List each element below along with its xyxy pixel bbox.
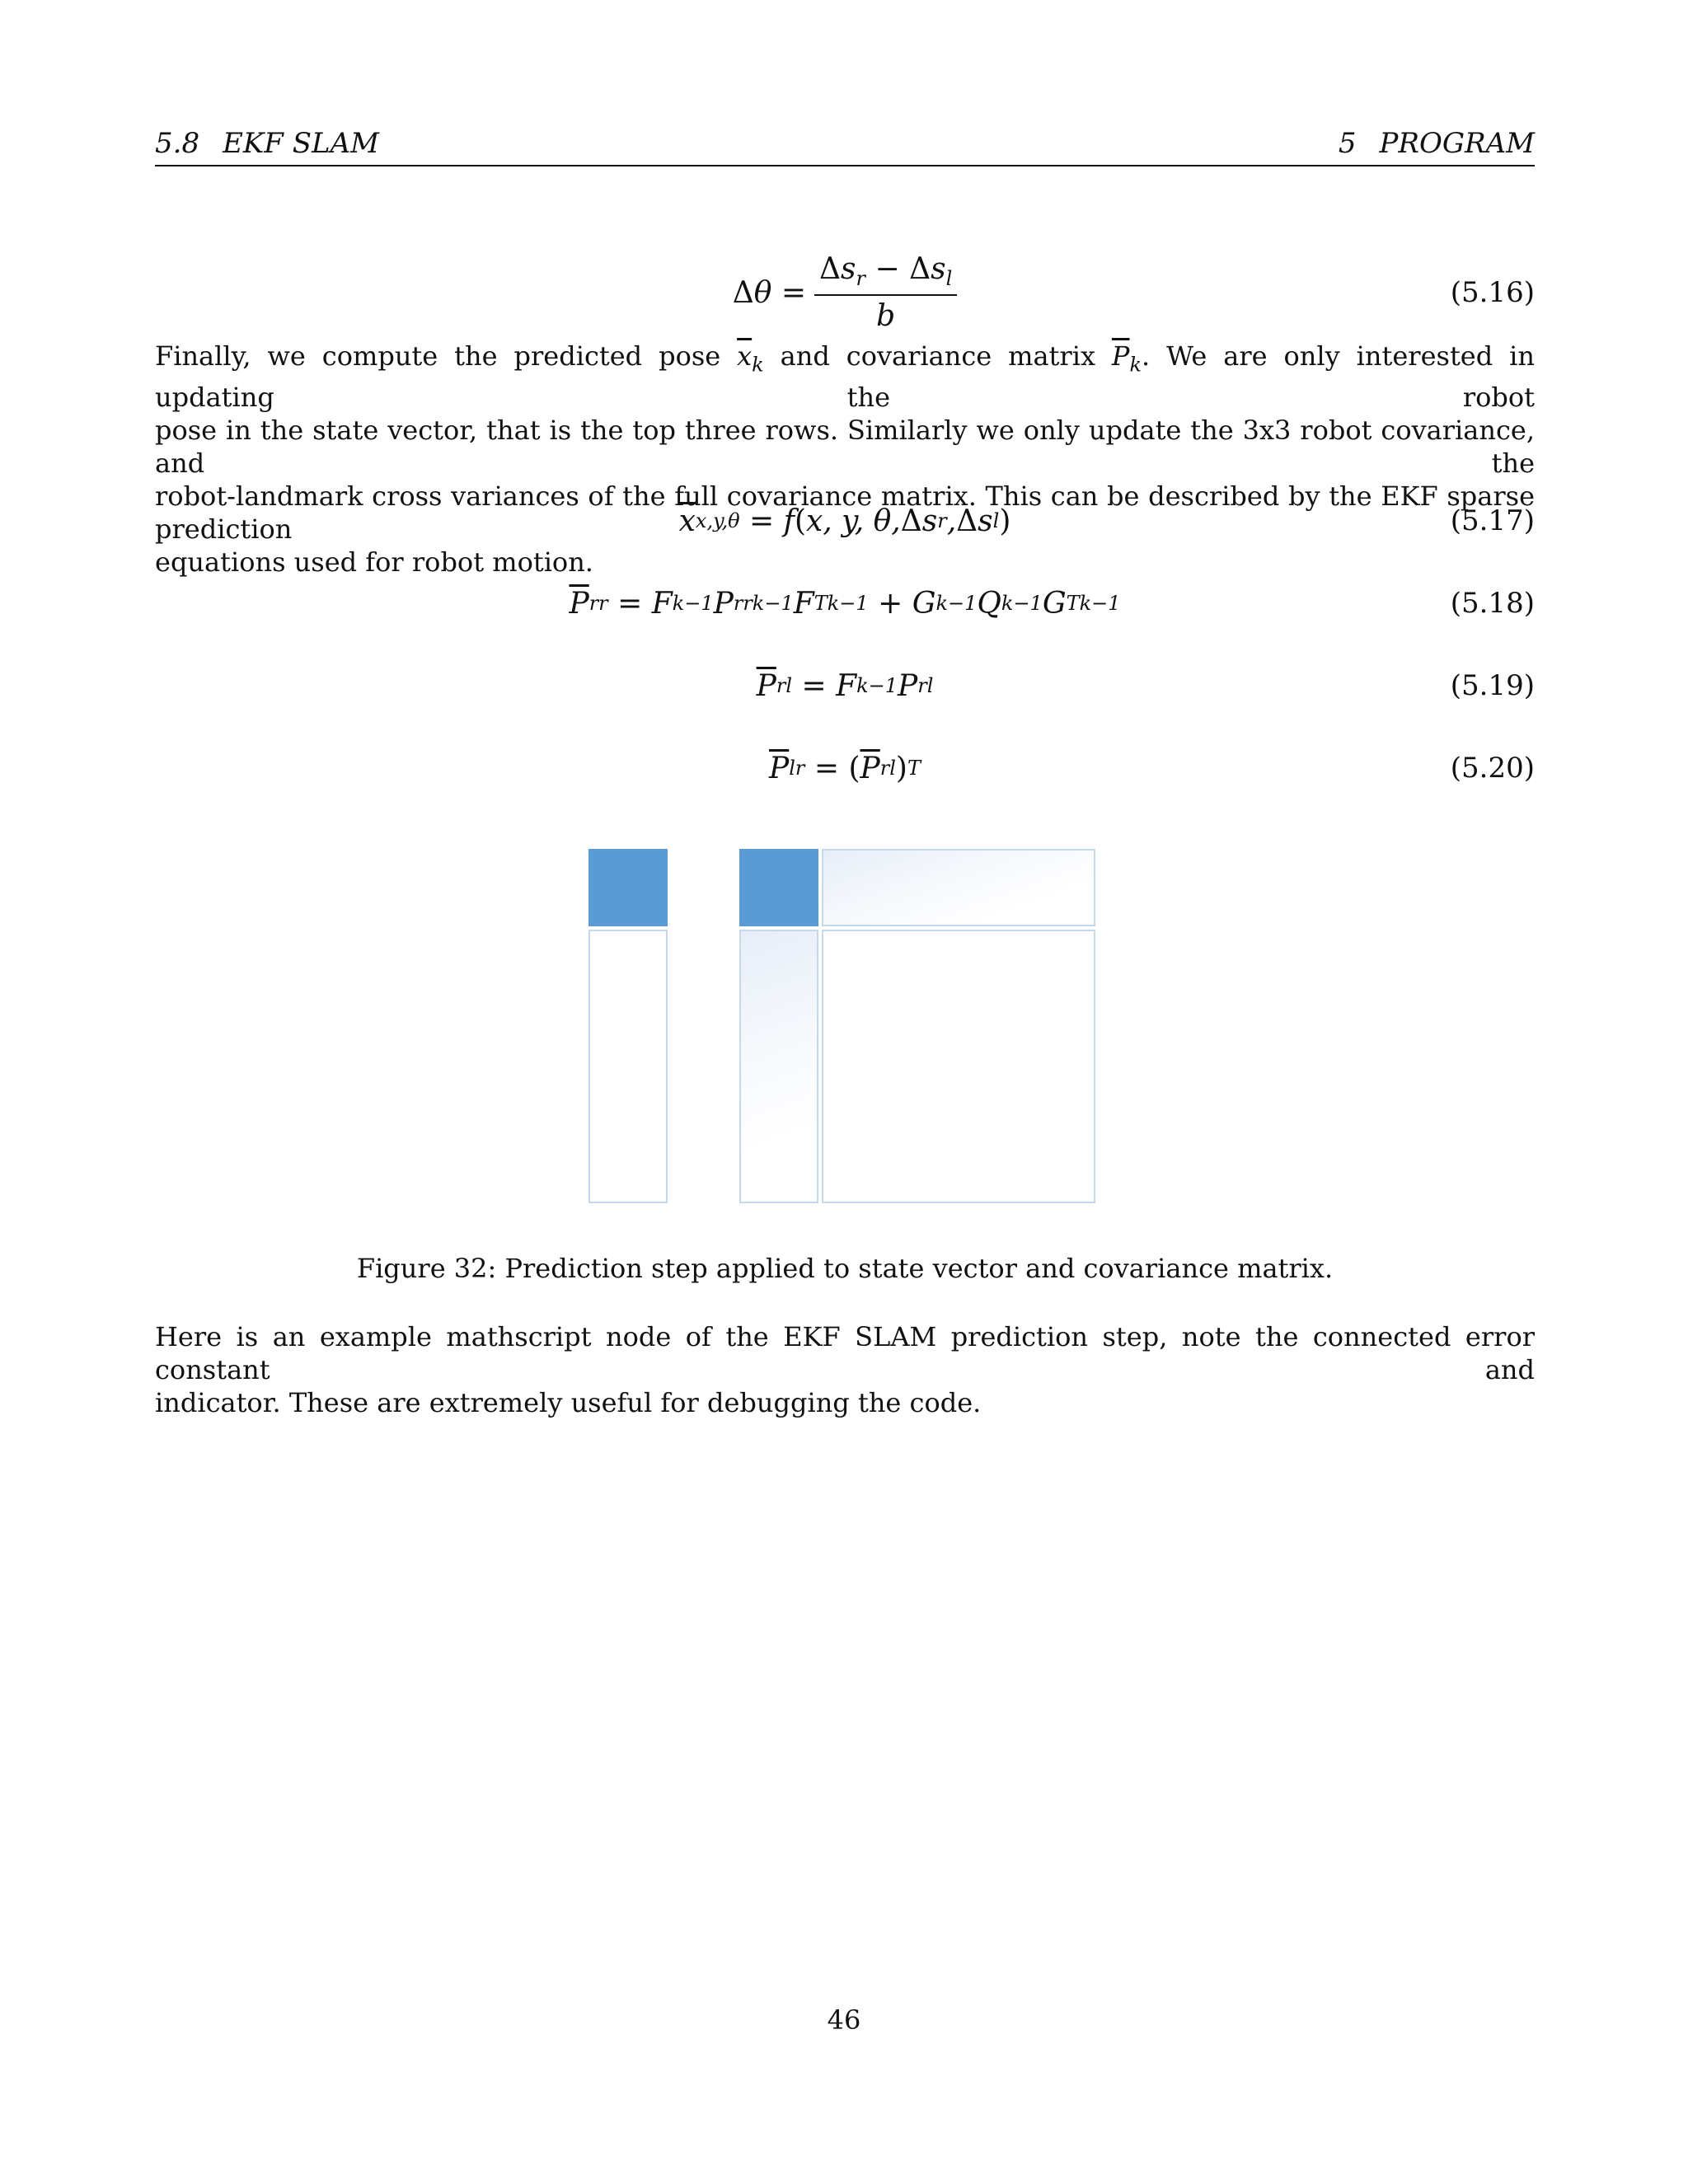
header-chapter-title: PROGRAM [1379,127,1535,160]
figure-caption: Figure 32: Prediction step applied to state vector and covariance matrix. [356,1253,1334,1284]
state-vector-landmark-block [588,930,668,1203]
header-section-number: 5.8 [155,127,200,160]
equation-5-17: $\overline{x}$ x,y,θ = f ( x, y, θ, Δ s r , Δ s l ) (5.17) [678,504,1535,538]
covariance-robot-landmark-block [822,849,1095,926]
equation-number: (5.19) [1450,669,1535,702]
state-vector-robot-block [588,849,668,926]
running-header [155,124,1535,166]
covariance-robot-block [739,849,818,926]
equation-5-16 [155,252,1535,333]
equation-5-16-fraction: $\frac{\Delta s_r - \Delta s_l}{b}$ [814,252,957,332]
covariance-landmark-robot-block [739,930,818,1203]
equation-5-16-body: Δ θ = $\frac{\Delta s_r - \Delta s_l}{b}$ [155,255,1535,330]
paragraph-line: Here is an example mathscript node of the EKF SLAM prediction step, note the connected error constant and [155,1321,1535,1385]
page-number: 46 [827,2004,861,2036]
equation-5-18: $\overline{P}$ rr = F k−1 P rr k−1 F T k−1 + G k−1 Q k−1 G T k−1 (5.18) [569,586,1535,621]
paragraph-line: robot-landmark cross variances of the full covariance matrix. This can be described by the EKF sparse prediction [155,480,1535,546]
paragraph-line: pose in the state vector, that is the top three rows. Similarly we only update the 3x3 robot covariance, and the [155,415,1535,480]
header-section [155,127,379,160]
covariance-landmark-block [822,930,1095,1203]
header-chapter [1339,127,1535,160]
header-chapter-number: 5 [1338,127,1357,160]
paragraph-line: equations used for robot motion. [155,546,593,579]
paragraph-line: Finally, we compute the predicted pose $\overline{x}_k$ and covariance matrix $\overline{P}_k$. We are only interested in updating the robot [155,340,1535,414]
header-section-title: EKF SLAM [223,127,379,160]
equation-5-20: $\overline{P}$ lr = ( $\overline{P}$ rl ) T (5.20) [769,751,1535,785]
paragraph-line: indicator. These are extremely useful for debugging the code. [155,1387,982,1418]
equation-number: (5.16) [1450,276,1535,309]
equation-number: (5.17) [1450,504,1535,537]
paragraph-mathscript [155,1320,1535,1419]
equation-number: (5.20) [1450,752,1535,785]
equation-5-19: $\overline{P}$ rl = F k−1 P rl (5.19) [756,668,1535,703]
equation-number: (5.18) [1450,587,1535,620]
